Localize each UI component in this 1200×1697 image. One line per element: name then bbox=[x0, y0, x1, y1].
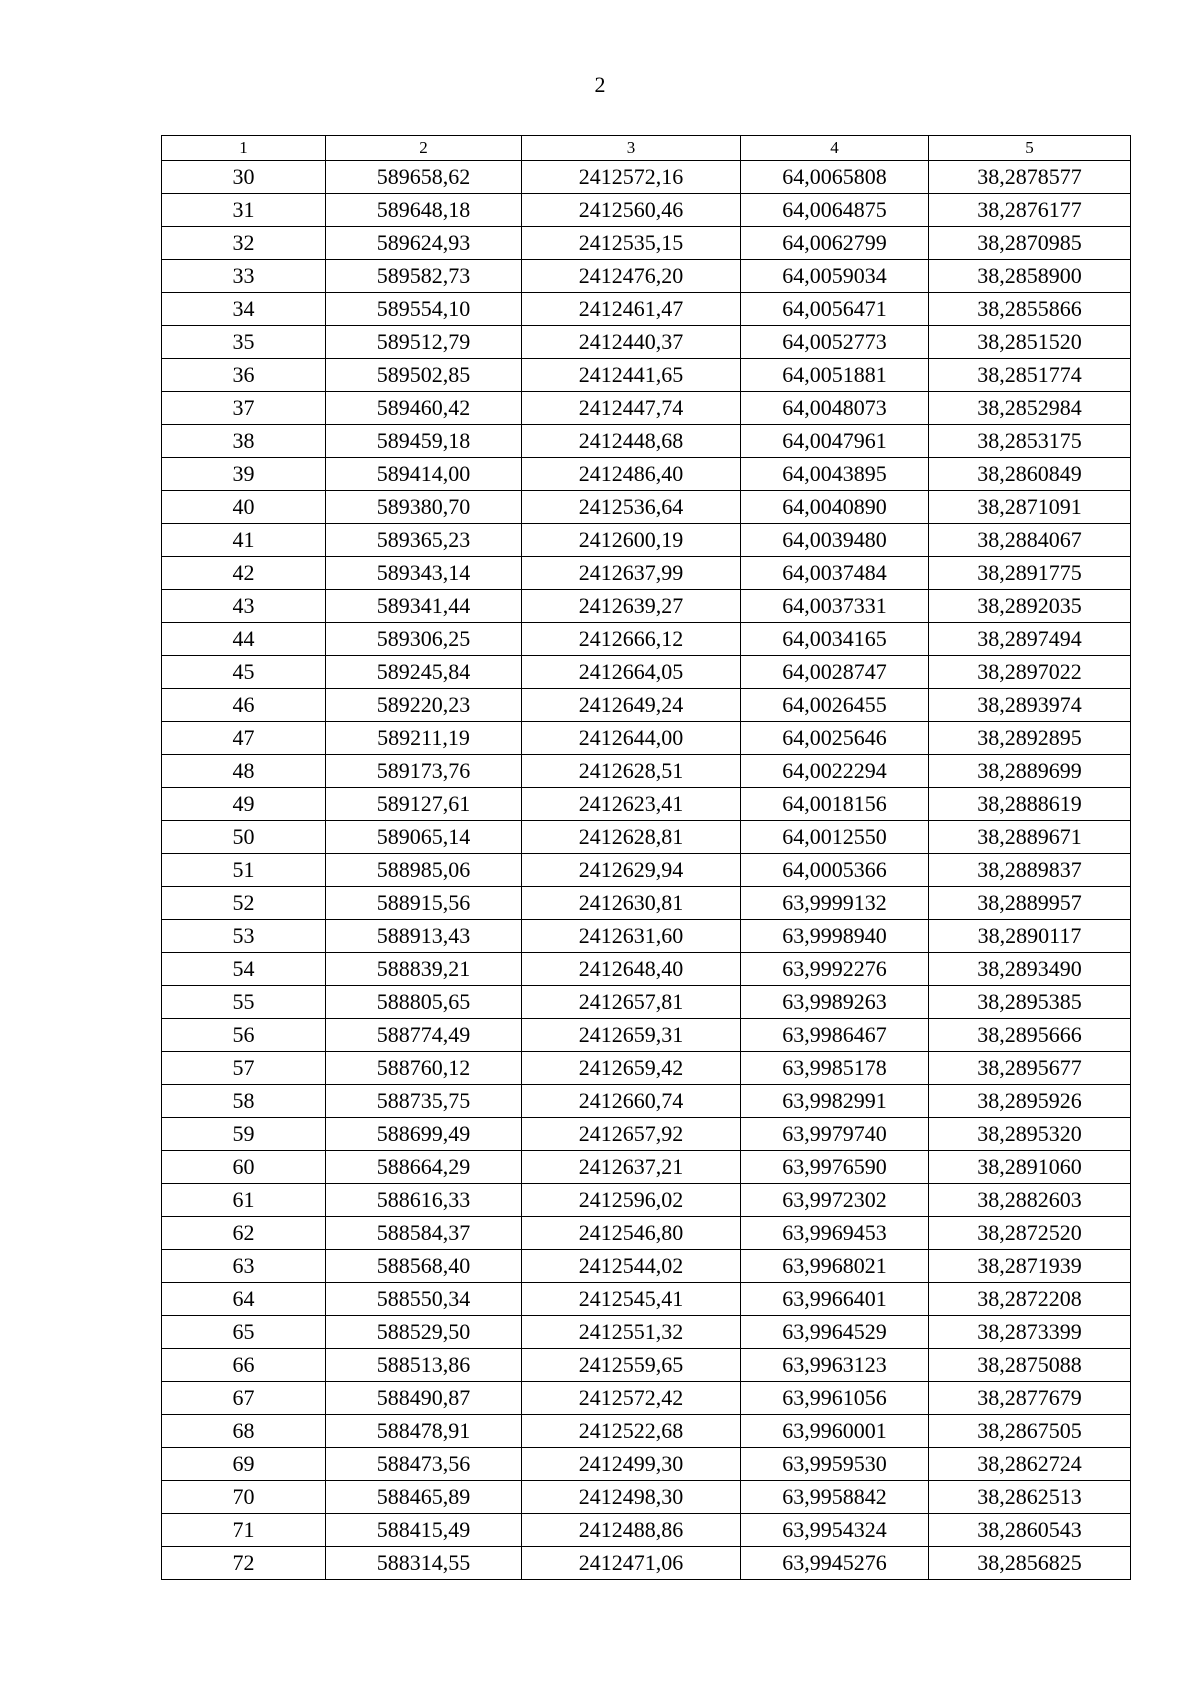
longitude-cell: 38,2891060 bbox=[929, 1151, 1131, 1184]
point-number-cell: 31 bbox=[162, 194, 326, 227]
latitude-cell: 63,9954324 bbox=[741, 1514, 929, 1547]
y-coordinate-cell: 2412649,24 bbox=[522, 689, 741, 722]
longitude-cell: 38,2870985 bbox=[929, 227, 1131, 260]
point-number-cell: 34 bbox=[162, 293, 326, 326]
x-coordinate-cell: 589648,18 bbox=[326, 194, 522, 227]
x-coordinate-cell: 589512,79 bbox=[326, 326, 522, 359]
point-number-cell: 65 bbox=[162, 1316, 326, 1349]
x-coordinate-cell: 589341,44 bbox=[326, 590, 522, 623]
latitude-cell: 63,9966401 bbox=[741, 1283, 929, 1316]
latitude-cell: 64,0051881 bbox=[741, 359, 929, 392]
y-coordinate-cell: 2412648,40 bbox=[522, 953, 741, 986]
point-number-cell: 30 bbox=[162, 161, 326, 194]
latitude-cell: 64,0040890 bbox=[741, 491, 929, 524]
latitude-cell: 64,0028747 bbox=[741, 656, 929, 689]
y-coordinate-cell: 2412660,74 bbox=[522, 1085, 741, 1118]
table-row bbox=[162, 1250, 1131, 1283]
longitude-cell: 38,2871939 bbox=[929, 1250, 1131, 1283]
latitude-cell: 63,9958842 bbox=[741, 1481, 929, 1514]
latitude-cell: 64,0052773 bbox=[741, 326, 929, 359]
x-coordinate-cell: 588735,75 bbox=[326, 1085, 522, 1118]
point-number-cell: 40 bbox=[162, 491, 326, 524]
point-number-cell: 32 bbox=[162, 227, 326, 260]
y-coordinate-cell: 2412499,30 bbox=[522, 1448, 741, 1481]
latitude-cell: 63,9972302 bbox=[741, 1184, 929, 1217]
longitude-cell: 38,2895320 bbox=[929, 1118, 1131, 1151]
point-number-cell: 42 bbox=[162, 557, 326, 590]
point-number-cell: 46 bbox=[162, 689, 326, 722]
y-coordinate-cell: 2412657,81 bbox=[522, 986, 741, 1019]
longitude-cell: 38,2858900 bbox=[929, 260, 1131, 293]
table-row bbox=[162, 1217, 1131, 1250]
point-number-cell: 57 bbox=[162, 1052, 326, 1085]
x-coordinate-cell: 588985,06 bbox=[326, 854, 522, 887]
point-number-cell: 54 bbox=[162, 953, 326, 986]
table-row bbox=[162, 590, 1131, 623]
latitude-cell: 64,0037331 bbox=[741, 590, 929, 623]
latitude-cell: 63,9979740 bbox=[741, 1118, 929, 1151]
point-number-cell: 61 bbox=[162, 1184, 326, 1217]
latitude-cell: 63,9963123 bbox=[741, 1349, 929, 1382]
y-coordinate-cell: 2412659,31 bbox=[522, 1019, 741, 1052]
longitude-cell: 38,2892895 bbox=[929, 722, 1131, 755]
x-coordinate-cell: 589220,23 bbox=[326, 689, 522, 722]
table-row bbox=[162, 1316, 1131, 1349]
longitude-cell: 38,2889837 bbox=[929, 854, 1131, 887]
longitude-cell: 38,2884067 bbox=[929, 524, 1131, 557]
longitude-cell: 38,2867505 bbox=[929, 1415, 1131, 1448]
point-number-cell: 45 bbox=[162, 656, 326, 689]
point-number-cell: 35 bbox=[162, 326, 326, 359]
y-coordinate-cell: 2412545,41 bbox=[522, 1283, 741, 1316]
x-coordinate-cell: 588913,43 bbox=[326, 920, 522, 953]
x-coordinate-cell: 588805,65 bbox=[326, 986, 522, 1019]
x-coordinate-cell: 588478,91 bbox=[326, 1415, 522, 1448]
x-coordinate-cell: 589414,00 bbox=[326, 458, 522, 491]
y-coordinate-cell: 2412629,94 bbox=[522, 854, 741, 887]
point-number-cell: 48 bbox=[162, 755, 326, 788]
point-number-cell: 72 bbox=[162, 1547, 326, 1580]
y-coordinate-cell: 2412441,65 bbox=[522, 359, 741, 392]
longitude-cell: 38,2852984 bbox=[929, 392, 1131, 425]
longitude-cell: 38,2895666 bbox=[929, 1019, 1131, 1052]
point-number-cell: 53 bbox=[162, 920, 326, 953]
table-row bbox=[162, 425, 1131, 458]
y-coordinate-cell: 2412628,81 bbox=[522, 821, 741, 854]
table-row bbox=[162, 1283, 1131, 1316]
x-coordinate-cell: 588513,86 bbox=[326, 1349, 522, 1382]
x-coordinate-cell: 588616,33 bbox=[326, 1184, 522, 1217]
point-number-cell: 70 bbox=[162, 1481, 326, 1514]
point-number-cell: 50 bbox=[162, 821, 326, 854]
point-number-cell: 43 bbox=[162, 590, 326, 623]
y-coordinate-cell: 2412666,12 bbox=[522, 623, 741, 656]
longitude-cell: 38,2895385 bbox=[929, 986, 1131, 1019]
y-coordinate-cell: 2412476,20 bbox=[522, 260, 741, 293]
y-coordinate-cell: 2412461,47 bbox=[522, 293, 741, 326]
longitude-cell: 38,2853175 bbox=[929, 425, 1131, 458]
longitude-cell: 38,2890117 bbox=[929, 920, 1131, 953]
latitude-cell: 63,9985178 bbox=[741, 1052, 929, 1085]
x-coordinate-cell: 588664,29 bbox=[326, 1151, 522, 1184]
x-coordinate-cell: 588915,56 bbox=[326, 887, 522, 920]
longitude-cell: 38,2891775 bbox=[929, 557, 1131, 590]
y-coordinate-cell: 2412546,80 bbox=[522, 1217, 741, 1250]
table-row bbox=[162, 1481, 1131, 1514]
x-coordinate-cell: 589582,73 bbox=[326, 260, 522, 293]
column-header-1: 1 bbox=[162, 136, 326, 161]
y-coordinate-cell: 2412498,30 bbox=[522, 1481, 741, 1514]
longitude-cell: 38,2895926 bbox=[929, 1085, 1131, 1118]
point-number-cell: 33 bbox=[162, 260, 326, 293]
point-number-cell: 47 bbox=[162, 722, 326, 755]
table-row bbox=[162, 1415, 1131, 1448]
longitude-cell: 38,2877679 bbox=[929, 1382, 1131, 1415]
point-number-cell: 67 bbox=[162, 1382, 326, 1415]
y-coordinate-cell: 2412447,74 bbox=[522, 392, 741, 425]
y-coordinate-cell: 2412448,68 bbox=[522, 425, 741, 458]
y-coordinate-cell: 2412664,05 bbox=[522, 656, 741, 689]
table-row bbox=[162, 392, 1131, 425]
x-coordinate-cell: 589502,85 bbox=[326, 359, 522, 392]
table-row bbox=[162, 788, 1131, 821]
table-row bbox=[162, 1151, 1131, 1184]
latitude-cell: 63,9989263 bbox=[741, 986, 929, 1019]
y-coordinate-cell: 2412488,86 bbox=[522, 1514, 741, 1547]
latitude-cell: 63,9986467 bbox=[741, 1019, 929, 1052]
longitude-cell: 38,2889699 bbox=[929, 755, 1131, 788]
x-coordinate-cell: 589173,76 bbox=[326, 755, 522, 788]
table-row bbox=[162, 1547, 1131, 1580]
table-row bbox=[162, 623, 1131, 656]
table-row bbox=[162, 986, 1131, 1019]
latitude-cell: 64,0025646 bbox=[741, 722, 929, 755]
longitude-cell: 38,2889671 bbox=[929, 821, 1131, 854]
latitude-cell: 64,0047961 bbox=[741, 425, 929, 458]
y-coordinate-cell: 2412600,19 bbox=[522, 524, 741, 557]
y-coordinate-cell: 2412471,06 bbox=[522, 1547, 741, 1580]
point-number-cell: 64 bbox=[162, 1283, 326, 1316]
table-row bbox=[162, 1019, 1131, 1052]
table-row bbox=[162, 821, 1131, 854]
x-coordinate-cell: 589624,93 bbox=[326, 227, 522, 260]
latitude-cell: 63,9960001 bbox=[741, 1415, 929, 1448]
x-coordinate-cell: 588774,49 bbox=[326, 1019, 522, 1052]
longitude-cell: 38,2862513 bbox=[929, 1481, 1131, 1514]
table-body bbox=[162, 161, 1131, 1580]
table-row bbox=[162, 722, 1131, 755]
longitude-cell: 38,2872208 bbox=[929, 1283, 1131, 1316]
point-number-cell: 60 bbox=[162, 1151, 326, 1184]
latitude-cell: 64,0034165 bbox=[741, 623, 929, 656]
x-coordinate-cell: 588473,56 bbox=[326, 1448, 522, 1481]
table-row bbox=[162, 854, 1131, 887]
latitude-cell: 64,0043895 bbox=[741, 458, 929, 491]
point-number-cell: 44 bbox=[162, 623, 326, 656]
longitude-cell: 38,2897494 bbox=[929, 623, 1131, 656]
y-coordinate-cell: 2412536,64 bbox=[522, 491, 741, 524]
table-row bbox=[162, 1514, 1131, 1547]
point-number-cell: 41 bbox=[162, 524, 326, 557]
latitude-cell: 64,0012550 bbox=[741, 821, 929, 854]
longitude-cell: 38,2875088 bbox=[929, 1349, 1131, 1382]
column-header-4: 4 bbox=[741, 136, 929, 161]
x-coordinate-cell: 589554,10 bbox=[326, 293, 522, 326]
latitude-cell: 63,9961056 bbox=[741, 1382, 929, 1415]
x-coordinate-cell: 589380,70 bbox=[326, 491, 522, 524]
y-coordinate-cell: 2412639,27 bbox=[522, 590, 741, 623]
latitude-cell: 63,9982991 bbox=[741, 1085, 929, 1118]
longitude-cell: 38,2878577 bbox=[929, 161, 1131, 194]
longitude-cell: 38,2893974 bbox=[929, 689, 1131, 722]
longitude-cell: 38,2888619 bbox=[929, 788, 1131, 821]
longitude-cell: 38,2860543 bbox=[929, 1514, 1131, 1547]
y-coordinate-cell: 2412572,16 bbox=[522, 161, 741, 194]
point-number-cell: 56 bbox=[162, 1019, 326, 1052]
point-number-cell: 66 bbox=[162, 1349, 326, 1382]
table-row bbox=[162, 920, 1131, 953]
latitude-cell: 64,0056471 bbox=[741, 293, 929, 326]
point-number-cell: 37 bbox=[162, 392, 326, 425]
x-coordinate-cell: 588760,12 bbox=[326, 1052, 522, 1085]
column-header-2: 2 bbox=[326, 136, 522, 161]
longitude-cell: 38,2892035 bbox=[929, 590, 1131, 623]
table-row bbox=[162, 887, 1131, 920]
y-coordinate-cell: 2412535,15 bbox=[522, 227, 741, 260]
y-coordinate-cell: 2412559,65 bbox=[522, 1349, 741, 1382]
table-row bbox=[162, 194, 1131, 227]
x-coordinate-cell: 589460,42 bbox=[326, 392, 522, 425]
latitude-cell: 63,9998940 bbox=[741, 920, 929, 953]
x-coordinate-cell: 588550,34 bbox=[326, 1283, 522, 1316]
latitude-cell: 64,0062799 bbox=[741, 227, 929, 260]
table-row bbox=[162, 1184, 1131, 1217]
x-coordinate-cell: 588415,49 bbox=[326, 1514, 522, 1547]
latitude-cell: 64,0048073 bbox=[741, 392, 929, 425]
x-coordinate-cell: 589245,84 bbox=[326, 656, 522, 689]
table-row bbox=[162, 689, 1131, 722]
longitude-cell: 38,2873399 bbox=[929, 1316, 1131, 1349]
table-row bbox=[162, 1118, 1131, 1151]
table-row bbox=[162, 491, 1131, 524]
x-coordinate-cell: 589065,14 bbox=[326, 821, 522, 854]
y-coordinate-cell: 2412644,00 bbox=[522, 722, 741, 755]
x-coordinate-cell: 589365,23 bbox=[326, 524, 522, 557]
y-coordinate-cell: 2412628,51 bbox=[522, 755, 741, 788]
point-number-cell: 39 bbox=[162, 458, 326, 491]
point-number-cell: 55 bbox=[162, 986, 326, 1019]
longitude-cell: 38,2851774 bbox=[929, 359, 1131, 392]
point-number-cell: 59 bbox=[162, 1118, 326, 1151]
x-coordinate-cell: 589306,25 bbox=[326, 623, 522, 656]
longitude-cell: 38,2871091 bbox=[929, 491, 1131, 524]
latitude-cell: 63,9992276 bbox=[741, 953, 929, 986]
y-coordinate-cell: 2412522,68 bbox=[522, 1415, 741, 1448]
y-coordinate-cell: 2412596,02 bbox=[522, 1184, 741, 1217]
table-row bbox=[162, 161, 1131, 194]
latitude-cell: 64,0005366 bbox=[741, 854, 929, 887]
table-row bbox=[162, 1349, 1131, 1382]
x-coordinate-cell: 588584,37 bbox=[326, 1217, 522, 1250]
y-coordinate-cell: 2412630,81 bbox=[522, 887, 741, 920]
longitude-cell: 38,2876177 bbox=[929, 194, 1131, 227]
x-coordinate-cell: 589127,61 bbox=[326, 788, 522, 821]
point-number-cell: 49 bbox=[162, 788, 326, 821]
x-coordinate-cell: 589459,18 bbox=[326, 425, 522, 458]
x-coordinate-cell: 588465,89 bbox=[326, 1481, 522, 1514]
x-coordinate-cell: 588568,40 bbox=[326, 1250, 522, 1283]
table-row bbox=[162, 260, 1131, 293]
latitude-cell: 64,0039480 bbox=[741, 524, 929, 557]
y-coordinate-cell: 2412657,92 bbox=[522, 1118, 741, 1151]
table-row bbox=[162, 293, 1131, 326]
y-coordinate-cell: 2412572,42 bbox=[522, 1382, 741, 1415]
table-row bbox=[162, 656, 1131, 689]
x-coordinate-cell: 588314,55 bbox=[326, 1547, 522, 1580]
latitude-cell: 63,9968021 bbox=[741, 1250, 929, 1283]
longitude-cell: 38,2895677 bbox=[929, 1052, 1131, 1085]
point-number-cell: 71 bbox=[162, 1514, 326, 1547]
x-coordinate-cell: 589658,62 bbox=[326, 161, 522, 194]
x-coordinate-cell: 589211,19 bbox=[326, 722, 522, 755]
latitude-cell: 63,9959530 bbox=[741, 1448, 929, 1481]
latitude-cell: 63,9976590 bbox=[741, 1151, 929, 1184]
latitude-cell: 64,0059034 bbox=[741, 260, 929, 293]
longitude-cell: 38,2860849 bbox=[929, 458, 1131, 491]
x-coordinate-cell: 589343,14 bbox=[326, 557, 522, 590]
table-row bbox=[162, 227, 1131, 260]
y-coordinate-cell: 2412623,41 bbox=[522, 788, 741, 821]
y-coordinate-cell: 2412560,46 bbox=[522, 194, 741, 227]
y-coordinate-cell: 2412659,42 bbox=[522, 1052, 741, 1085]
point-number-cell: 68 bbox=[162, 1415, 326, 1448]
table-row bbox=[162, 524, 1131, 557]
table-row bbox=[162, 557, 1131, 590]
point-number-cell: 38 bbox=[162, 425, 326, 458]
table-row bbox=[162, 1052, 1131, 1085]
table-row bbox=[162, 458, 1131, 491]
longitude-cell: 38,2889957 bbox=[929, 887, 1131, 920]
latitude-cell: 64,0065808 bbox=[741, 161, 929, 194]
table-row bbox=[162, 326, 1131, 359]
column-header-3: 3 bbox=[522, 136, 741, 161]
y-coordinate-cell: 2412440,37 bbox=[522, 326, 741, 359]
y-coordinate-cell: 2412486,40 bbox=[522, 458, 741, 491]
column-header-5: 5 bbox=[929, 136, 1131, 161]
point-number-cell: 69 bbox=[162, 1448, 326, 1481]
latitude-cell: 64,0064875 bbox=[741, 194, 929, 227]
table-row bbox=[162, 755, 1131, 788]
longitude-cell: 38,2855866 bbox=[929, 293, 1131, 326]
x-coordinate-cell: 588529,50 bbox=[326, 1316, 522, 1349]
x-coordinate-cell: 588839,21 bbox=[326, 953, 522, 986]
point-number-cell: 58 bbox=[162, 1085, 326, 1118]
table-row bbox=[162, 1448, 1131, 1481]
point-number-cell: 63 bbox=[162, 1250, 326, 1283]
longitude-cell: 38,2862724 bbox=[929, 1448, 1131, 1481]
longitude-cell: 38,2882603 bbox=[929, 1184, 1131, 1217]
longitude-cell: 38,2872520 bbox=[929, 1217, 1131, 1250]
latitude-cell: 64,0037484 bbox=[741, 557, 929, 590]
longitude-cell: 38,2856825 bbox=[929, 1547, 1131, 1580]
latitude-cell: 63,9999132 bbox=[741, 887, 929, 920]
table-header-row bbox=[162, 136, 1131, 161]
longitude-cell: 38,2897022 bbox=[929, 656, 1131, 689]
y-coordinate-cell: 2412631,60 bbox=[522, 920, 741, 953]
latitude-cell: 63,9945276 bbox=[741, 1547, 929, 1580]
x-coordinate-cell: 588490,87 bbox=[326, 1382, 522, 1415]
table-row bbox=[162, 1085, 1131, 1118]
x-coordinate-cell: 588699,49 bbox=[326, 1118, 522, 1151]
y-coordinate-cell: 2412544,02 bbox=[522, 1250, 741, 1283]
y-coordinate-cell: 2412637,99 bbox=[522, 557, 741, 590]
table-row bbox=[162, 1382, 1131, 1415]
point-number-cell: 36 bbox=[162, 359, 326, 392]
table-row bbox=[162, 953, 1131, 986]
page-number: 2 bbox=[594, 72, 606, 97]
point-number-cell: 52 bbox=[162, 887, 326, 920]
latitude-cell: 64,0022294 bbox=[741, 755, 929, 788]
latitude-cell: 63,9969453 bbox=[741, 1217, 929, 1250]
y-coordinate-cell: 2412551,32 bbox=[522, 1316, 741, 1349]
latitude-cell: 64,0026455 bbox=[741, 689, 929, 722]
longitude-cell: 38,2893490 bbox=[929, 953, 1131, 986]
latitude-cell: 64,0018156 bbox=[741, 788, 929, 821]
longitude-cell: 38,2851520 bbox=[929, 326, 1131, 359]
point-number-cell: 51 bbox=[162, 854, 326, 887]
coordinates-table bbox=[161, 135, 1131, 1580]
table-row bbox=[162, 359, 1131, 392]
y-coordinate-cell: 2412637,21 bbox=[522, 1151, 741, 1184]
latitude-cell: 63,9964529 bbox=[741, 1316, 929, 1349]
point-number-cell: 62 bbox=[162, 1217, 326, 1250]
